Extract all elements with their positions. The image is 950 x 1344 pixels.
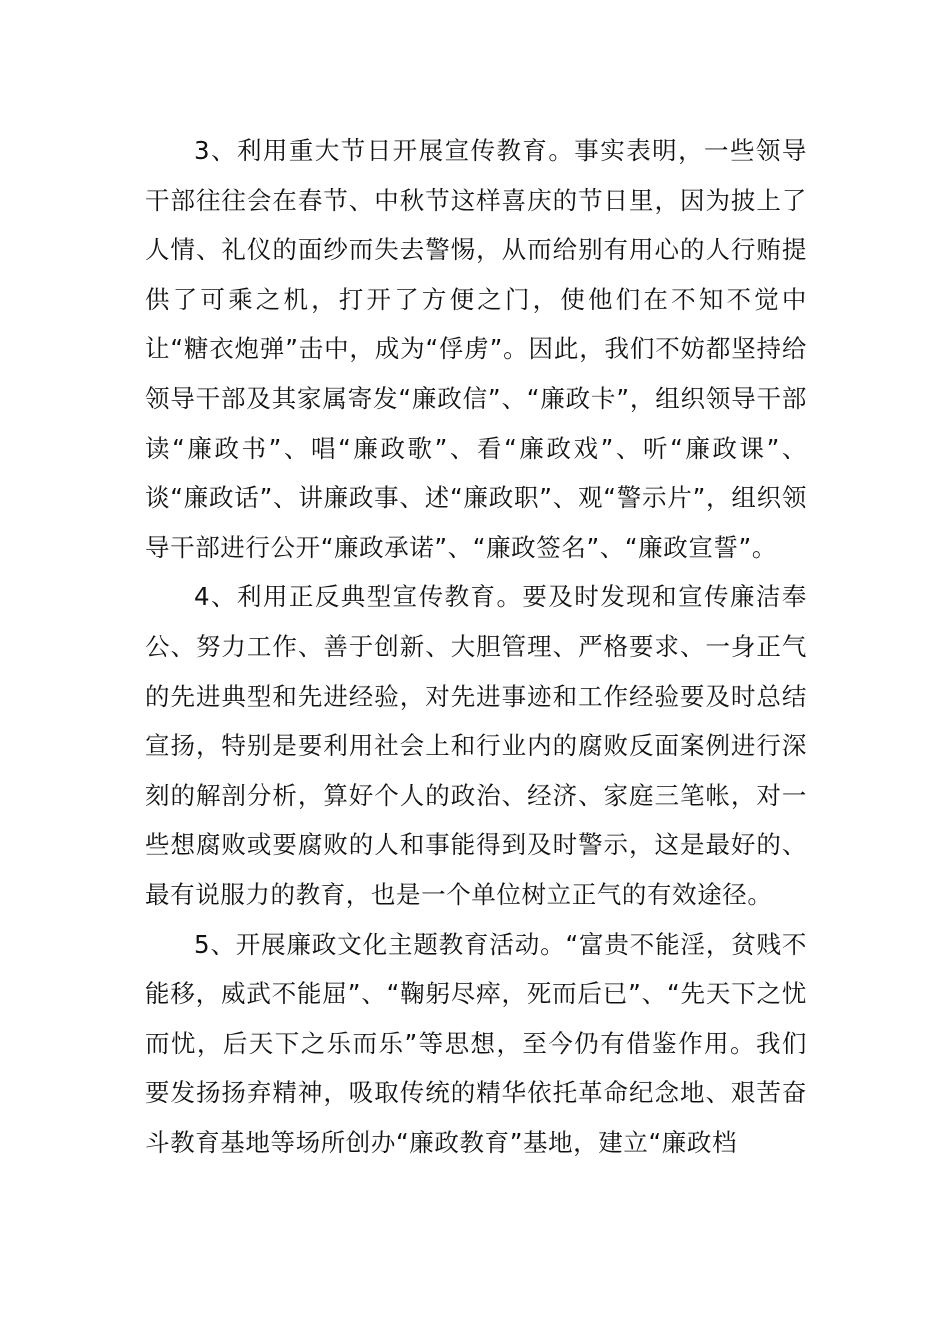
paragraph-4: 4、利用正反典型宣传教育。要及时发现和宣传廉洁奉公、努力工作、善于创新、大胆管理、严格要求、一身正气的先进典型和先进经验，对先进事迹和工作经验要及时总结宣扬，特别是要利用社会上和行业内的腐败反面案例进行深刻的解剖分析，算好个人的政治、经济、家庭三笔帐，对一些想腐败或要腐败的人和事能得到及时警示，这是最好的、最有说服力的教育，也是一个单位树立正气的有效途径。 xyxy=(145,582,807,909)
document-body xyxy=(145,126,807,1167)
paragraph-5: 5、开展廉政文化主题教育活动。“富贵不能淫，贫贱不能移，威武不能屈”、“鞠躬尽瘁，死而后已”、“先天下之忧而忧，后天下之乐而乐”等思想，至今仍有借鉴作用。我们要发扬扬弃精神，吸取传统的精华依托革命纪念地、艰苦奋斗教育基地等场所创办“廉政教育”基地，建立“廉政档 xyxy=(145,929,807,1157)
paragraph-3: 3、利用重大节日开展宣传教育。事实表明，一些领导干部往往会在春节、中秋节这样喜庆的节日里，因为披上了人情、礼仪的面纱而失去警惕，从而给别有用心的人行贿提供了可乘之机，打开了方便之门，使他们在不知不觉中让“糖衣炮弹”击中，成为“俘虏”。因此，我们不妨都坚持给领导干部及其家属寄发“廉政信”、“廉政卡”，组织领导干部读“廉政书”、唱“廉政歌”、看“廉政戏”、听“廉政课”、谈“廉政话”、讲廉政事、述“廉政职”、观“警示片”，组织领导干部进行公开“廉政承诺”、“廉政签名”、“廉政宣誓”。 xyxy=(145,136,807,562)
